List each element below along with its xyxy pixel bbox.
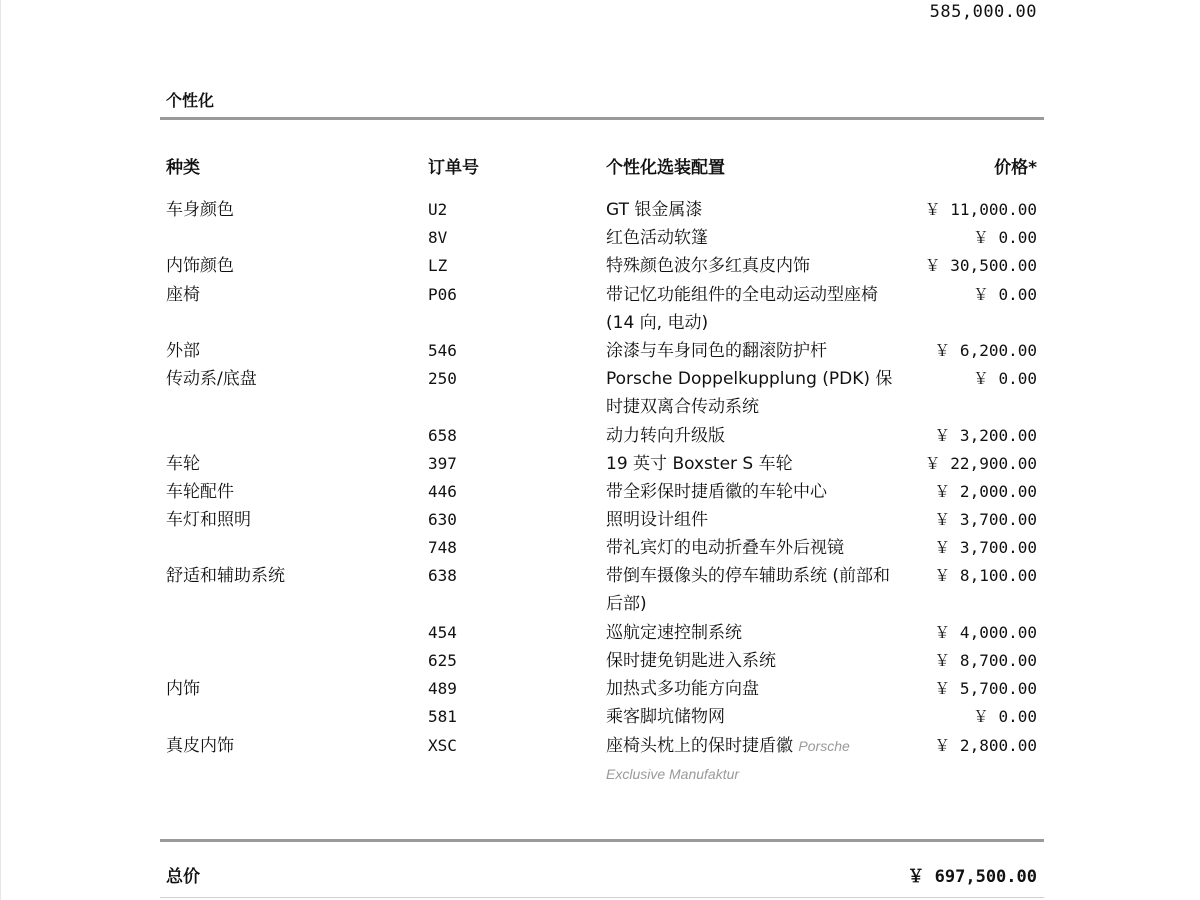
row-option xyxy=(606,732,901,788)
table-row xyxy=(0,619,1200,647)
header-price: 价格* xyxy=(994,158,1037,178)
previous-total: 585,000.00 xyxy=(929,2,1037,22)
row-price: ￥ 4,000.00 xyxy=(934,622,1037,642)
row-option xyxy=(606,478,901,506)
total-divider xyxy=(160,839,1044,842)
table-row xyxy=(0,534,1200,562)
row-price: ￥ 0.00 xyxy=(972,228,1037,248)
row-price: ￥ 3,700.00 xyxy=(934,538,1037,558)
row-option-text: 加热式多功能方向盘 xyxy=(606,679,759,700)
row-category: 车身颜色 xyxy=(166,200,234,220)
row-option xyxy=(606,534,901,562)
row-option-text: 19 英寸 Boxster S 车轮 xyxy=(606,453,793,474)
row-option-text: 照明设计组件 xyxy=(606,510,708,531)
header-option: 个性化选装配置 xyxy=(606,158,725,178)
row-category: 车轮配件 xyxy=(166,481,234,502)
table-row xyxy=(0,337,1200,365)
table-row xyxy=(0,365,1200,421)
row-option-text: 动力转向升级版 xyxy=(606,425,725,446)
row-option xyxy=(606,365,901,421)
row-price: ￥ 30,500.00 xyxy=(924,256,1037,276)
row-category: 真皮内饰 xyxy=(166,735,234,756)
row-option xyxy=(606,224,901,252)
row-order-no: 625 xyxy=(428,651,457,671)
row-price: ￥ 6,200.00 xyxy=(934,340,1037,360)
row-option-text: 带记忆功能组件的全电动运动型座椅 (14 向, 电动) xyxy=(606,284,878,333)
table-row xyxy=(0,478,1200,506)
row-option xyxy=(606,422,901,450)
row-option xyxy=(606,252,901,280)
row-option xyxy=(606,196,901,224)
row-option xyxy=(606,647,901,675)
row-price: ￥ 5,700.00 xyxy=(934,679,1037,699)
row-price: ￥ 8,100.00 xyxy=(934,566,1037,586)
row-order-no: 250 xyxy=(428,369,457,389)
row-category: 外部 xyxy=(166,340,200,361)
section-title: 个性化 xyxy=(166,91,215,110)
row-option-text: 特殊颜色波尔多红真皮内饰 xyxy=(606,256,810,277)
table-row xyxy=(0,281,1200,337)
row-option-text: 带全彩保时捷盾徽的车轮中心 xyxy=(606,481,827,502)
row-order-no: U2 xyxy=(428,200,448,219)
row-category: 传动系/底盘 xyxy=(166,369,257,390)
row-order-no: 748 xyxy=(428,538,457,558)
table-row xyxy=(0,732,1200,788)
row-category: 车轮 xyxy=(166,453,200,474)
row-category: 座椅 xyxy=(166,284,200,305)
row-category: 内饰颜色 xyxy=(166,256,234,277)
row-price: ￥ 3,700.00 xyxy=(934,510,1037,530)
row-category: 舒适和辅助系统 xyxy=(166,566,285,587)
row-option xyxy=(606,506,901,534)
row-order-no: 397 xyxy=(428,453,457,473)
table-row xyxy=(0,647,1200,675)
row-order-no: 446 xyxy=(428,481,457,501)
row-option xyxy=(606,562,901,618)
row-option-note: Porsche Exclusive Manufaktur xyxy=(606,737,850,782)
row-price: ￥ 2,000.00 xyxy=(934,481,1037,501)
row-order-no: 546 xyxy=(428,340,457,360)
row-price: ￥ 0.00 xyxy=(972,284,1037,304)
row-price: ￥ 8,700.00 xyxy=(934,651,1037,671)
row-option xyxy=(606,619,901,647)
row-option-text: Porsche Doppelkupplung (PDK) 保时捷双离合传动系统 xyxy=(606,369,893,418)
row-order-no: 658 xyxy=(428,425,457,445)
row-order-no: 489 xyxy=(428,679,457,699)
row-order-no: XSC xyxy=(428,735,457,755)
row-order-no: 581 xyxy=(428,707,457,727)
row-price: ￥ 2,800.00 xyxy=(934,735,1037,755)
row-option-text: 座椅头枕上的保时捷盾徽 xyxy=(606,735,793,756)
row-category: 内饰 xyxy=(166,679,200,700)
row-price: ￥ 22,900.00 xyxy=(924,453,1037,473)
row-order-no: 454 xyxy=(428,622,457,642)
row-price: ￥ 11,000.00 xyxy=(924,200,1037,219)
row-option xyxy=(606,675,901,703)
row-option xyxy=(606,337,901,365)
section-divider xyxy=(160,117,1044,120)
table-row xyxy=(0,506,1200,534)
row-order-no: 8V xyxy=(428,228,448,248)
row-price: ￥ 0.00 xyxy=(972,707,1037,727)
table-row xyxy=(0,252,1200,280)
row-order-no: 638 xyxy=(428,566,457,586)
row-order-no: LZ xyxy=(428,256,448,276)
table-row xyxy=(0,422,1200,450)
table-row xyxy=(0,224,1200,252)
row-option xyxy=(606,703,901,731)
row-option xyxy=(606,281,901,337)
table-row xyxy=(0,675,1200,703)
row-price: ￥ 0.00 xyxy=(972,369,1037,389)
total-price: ￥ 697,500.00 xyxy=(907,867,1037,887)
row-option-text: 带礼宾灯的电动折叠车外后视镜 xyxy=(606,538,844,559)
table-row xyxy=(0,562,1200,618)
row-option-text: 乘客脚坑储物网 xyxy=(606,707,725,728)
row-option-text: 保时捷免钥匙进入系统 xyxy=(606,651,776,672)
table-row xyxy=(0,450,1200,478)
row-option-text: 带倒车摄像头的停车辅助系统 (前部和后部) xyxy=(606,566,891,615)
header-order-no: 订单号 xyxy=(428,158,479,178)
row-category: 车灯和照明 xyxy=(166,510,251,531)
row-option-text: 涂漆与车身同色的翻滚防护杆 xyxy=(606,340,827,361)
bottom-divider xyxy=(160,897,1044,898)
table-row xyxy=(0,703,1200,731)
header-category: 种类 xyxy=(166,158,200,178)
row-price: ￥ 3,200.00 xyxy=(934,425,1037,445)
row-option-text: 红色活动软篷 xyxy=(606,228,708,249)
table-row xyxy=(0,196,1200,224)
row-option-text: GT 银金属漆 xyxy=(606,200,703,220)
total-label: 总价 xyxy=(166,867,200,887)
row-order-no: 630 xyxy=(428,510,457,530)
row-option-text: 巡航定速控制系统 xyxy=(606,622,742,643)
row-order-no: P06 xyxy=(428,284,457,304)
row-option xyxy=(606,450,901,478)
options-table xyxy=(0,196,1200,788)
